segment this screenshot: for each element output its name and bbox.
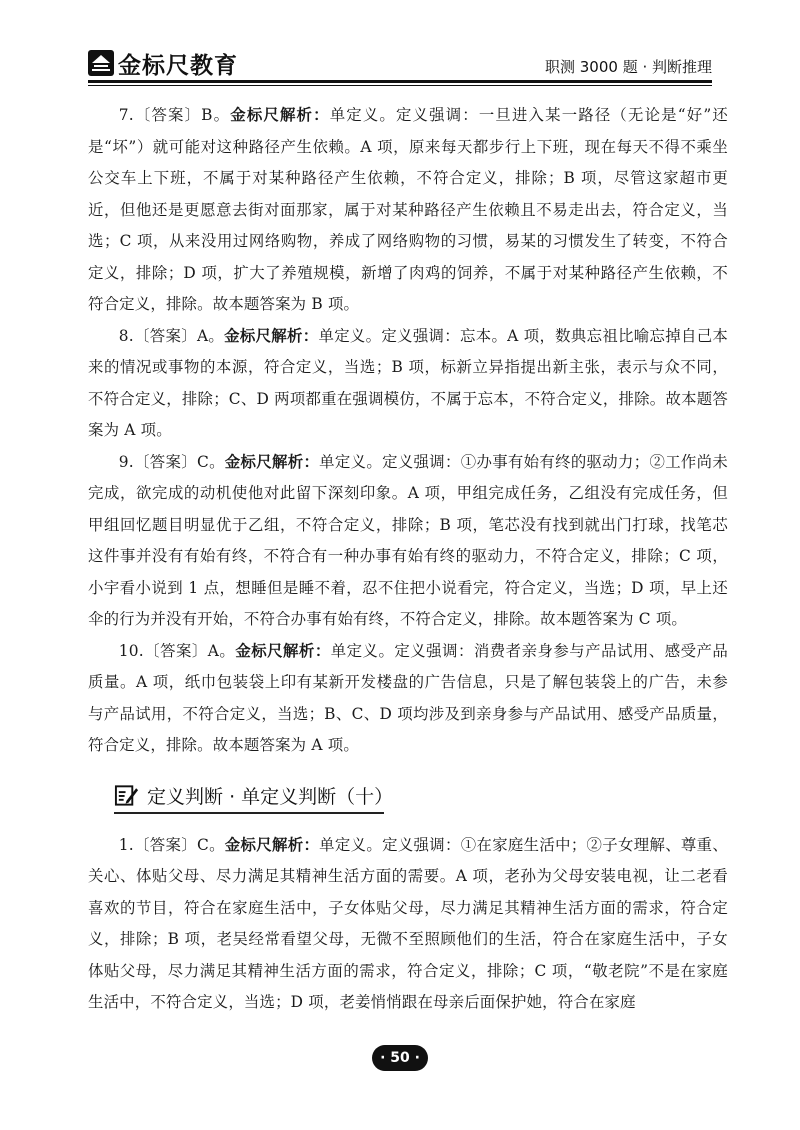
header-rule-thin [88,85,712,86]
answer-item-1 [88,830,728,1019]
answer-tag: 〔答案〕 [133,452,197,471]
item-number: 10. [118,641,144,660]
analysis-text: 单定义。定义强调：①在家庭生活中；②子女理解、尊重、关心、体贴父母、尽力满足其精神生活方面的需要。A 项，老孙为父母安装电视，让二老看喜欢的节目，符合在家庭生活中，子女体贴父母，尽力满足其精神生活方面的需求，符合定义，排除；B 项，老吴经常看望父母，无微不至照顾他们的生活，符合在家庭生活中，子女体贴父母，尽力满足其精神生活方面的需求，符合定义，排除；C 项，“敬老院”不是在家庭生活中，不符合定义，当选；D 项，老姜悄悄跟在母亲后面保护她，符合在家庭 [88,835,728,1011]
answer-item-10 [88,636,728,762]
answer-item-7 [88,100,728,321]
analysis-text: 单定义。定义强调：消费者亲身参与产品试用、感受产品质量。A 项，纸巾包装袋上印有某新开发楼盘的广告信息，只是了解包装袋上的广告，未参与产品试用，不符合定义，当选；B、C、D 项均涉及到亲身参与产品试用、感受产品质量，符合定义，排除。故本题答案为 A 项。 [88,641,728,754]
analysis-label: 金标尺解析： [230,106,330,124]
analysis-text: 单定义。定义强调：①办事有始有终的驱动力；②工作尚未完成，欲完成的动机使他对此留下深刻印象。A 项，甲组完成任务，乙组没有完成任务，但甲组回忆题目明显优于乙组，不符合定义，排除；B 项，笔芯没有找到就出门打球，找笔芯这件事并没有有始有终，不符合有一种办事有始有终的驱动力，不符合定义，排除；C 项，小宇看小说到 1 点，想睡但是睡不着，忍不住把小说看完，符合定义，当选；D 项，早上还伞的行为并没有开始，不符合办事有始有终，不符合定义，排除。故本题答案为 C 项。 [88,452,728,628]
answer-letter: C。 [196,452,225,471]
answer-item-9 [88,447,728,636]
answer-tag: 〔答案〕 [143,641,208,660]
analysis-label: 金标尺解析： [224,326,319,345]
page-content [88,100,728,1019]
edit-note-icon [114,782,139,808]
answer-tag: 〔答案〕 [133,326,197,345]
page-number: · 50 · [372,1045,428,1071]
answer-letter: C。 [196,835,225,854]
analysis-label: 金标尺解析： [224,452,320,471]
section-heading [114,782,394,814]
answer-letter: B。 [201,106,231,124]
answer-tag: 〔答案〕 [133,106,202,124]
logo-text: 金标尺教育 [118,52,238,79]
item-number: 1. [118,835,134,854]
logo-mark-icon [88,50,114,76]
item-number: 9. [118,452,134,471]
answer-letter: A。 [207,641,236,660]
answer-tag: 〔答案〕 [133,835,197,854]
section-title: 定义判断 · 单定义判断（十） [147,785,394,808]
answer-item-8 [88,321,728,447]
item-number: 8. [118,326,134,345]
page-header [88,46,712,84]
analysis-label: 金标尺解析： [224,835,320,854]
analysis-text: 单定义。定义强调：一旦进入某一路径（无论是“好”还是“坏”）就可能对这种路径产生依赖。A 项，原来每天都步行上下班，现在每天不得不乘坐公交车上下班，不属于对某种路径产生依赖，不符合定义，排除；B 项，尽管这家超市更近，但他还是更愿意去街对面那家，属于对某种路径产生依赖且不易走出去，符合定义，当选；C 项，从来没用过网络购物，养成了网络购物的习惯，易某的习惯发生了转变，不符合定义，排除；D 项，扩大了养殖规模，新增了肉鸡的饲养，不属于对某种路径产生依赖，不符合定义，排除。故本题答案为 B 项。 [88,106,728,313]
header-rule-thick [88,80,712,83]
book-title: 职测 3000 题 · 判断推理 [544,58,712,76]
answer-letter: A。 [196,326,225,345]
publisher-logo [88,48,238,78]
item-number: 7. [118,106,134,124]
analysis-text: 单定义。定义强调：忘本。A 项，数典忘祖比喻忘掉自己本来的情况或事物的本源，符合定义，当选；B 项，标新立异指提出新主张，表示与众不同，不符合定义，排除；C、D 两项都重在强调模仿，不属于忘本，不符合定义，排除。故本题答案为 A 项。 [88,326,729,439]
analysis-label: 金标尺解析： [235,641,331,660]
